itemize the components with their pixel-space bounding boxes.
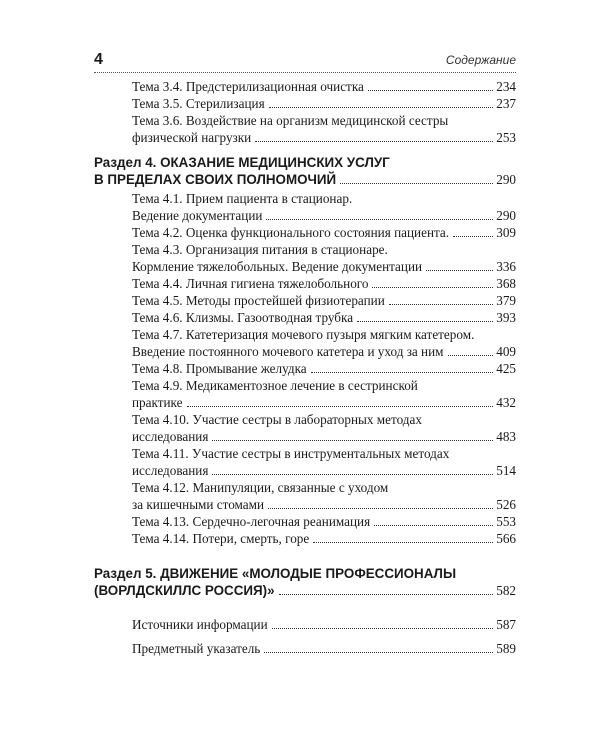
toc-section-5-line1[interactable]: Раздел 5. ДВИЖЕНИЕ «МОЛОДЫЕ ПРОФЕССИОНАЛЫ (94, 566, 457, 581)
toc-entry-page: 514 (496, 463, 516, 478)
leader-dots (187, 405, 494, 407)
leader-dots (255, 140, 493, 142)
toc-entry-page: 483 (496, 429, 516, 444)
toc-entry-page: 526 (496, 497, 516, 512)
toc-entry-page: 290 (496, 208, 516, 223)
toc-entry-title: Тема 4.8. Промывание желудка (132, 361, 307, 376)
toc-entry-page: 409 (496, 344, 516, 359)
leader-dots (426, 269, 493, 271)
toc-entry-page: 432 (496, 395, 516, 410)
leader-dots (212, 439, 493, 441)
toc-section-4-line1[interactable]: Раздел 4. ОКАЗАНИЕ МЕДИЦИНСКИХ УСЛУГ (94, 155, 390, 170)
leader-dots (372, 286, 493, 288)
toc-section-4[interactable] (94, 171, 516, 188)
toc-entry-4-12-line1[interactable]: Тема 4.12. Манипуляции, связанные с уходом (132, 480, 389, 495)
leader-dots (313, 541, 493, 543)
toc-entry-title: Предметный указатель (132, 641, 261, 656)
page-header (94, 50, 516, 73)
toc-entry-page: 582 (496, 583, 516, 598)
toc-entry-4-8[interactable] (132, 360, 516, 377)
toc-entry-title: Тема 4.4. Личная гигиена тяжелобольного (132, 276, 369, 291)
toc-entry-page: 589 (496, 641, 516, 656)
toc-entry-4-4[interactable] (132, 275, 516, 292)
leader-dots (212, 473, 493, 475)
toc-entry-4-10-line1[interactable]: Тема 4.10. Участие сестры в лабораторных методах (132, 412, 422, 427)
toc-entry-3-6-line1[interactable]: Тема 3.6. Воздействие на организм медицинской сестры (132, 113, 449, 128)
toc-entry-4-7[interactable] (132, 343, 516, 360)
toc-entry-sources[interactable] (132, 616, 516, 633)
leader-dots (340, 182, 493, 184)
toc-entry-index[interactable] (132, 640, 516, 657)
leader-dots (268, 507, 493, 509)
toc-entry-title: физической нагрузки (132, 130, 252, 145)
toc-entry-4-11[interactable] (132, 462, 516, 479)
leader-dots (266, 218, 493, 220)
toc-entry-4-12[interactable] (132, 496, 516, 513)
toc-entry-page: 368 (496, 276, 516, 291)
toc-entry-page: 309 (496, 225, 516, 240)
leader-dots (264, 651, 493, 653)
toc-entry-title: Тема 4.5. Методы простейшей физиотерапии (132, 293, 385, 308)
toc-entry-3-6[interactable] (132, 129, 516, 146)
leader-dots (269, 106, 494, 108)
toc-entry-4-5[interactable] (132, 292, 516, 309)
leader-dots (279, 593, 494, 595)
toc-entry-page: 379 (496, 293, 516, 308)
toc-entry-4-2[interactable] (132, 224, 516, 241)
toc-entry-3-4[interactable] (132, 78, 516, 95)
toc-entry-page: 553 (496, 514, 516, 529)
toc-entry-page: 253 (496, 130, 516, 145)
toc-entry-title: Ведение документации (132, 208, 263, 223)
toc-entry-4-10[interactable] (132, 428, 516, 445)
toc-entry-4-6[interactable] (132, 309, 516, 326)
leader-dots (453, 235, 493, 237)
leader-dots (311, 371, 494, 373)
toc-entry-page: 393 (496, 310, 516, 325)
toc-entry-title: за кишечными стомами (132, 497, 265, 512)
toc-section-title: (ВОРЛДСКИЛЛС РОССИЯ)» (94, 583, 275, 598)
toc-entry-4-3-line1[interactable]: Тема 4.3. Организация питания в стационаре. (132, 242, 388, 257)
toc-entry-page: 234 (496, 79, 516, 94)
toc-entry-title: Источники информации (132, 617, 268, 632)
leader-dots (389, 303, 493, 305)
toc-entry-title: Тема 4.2. Оценка функционального состояния пациента. (132, 225, 450, 240)
toc-entry-4-13[interactable] (132, 513, 516, 530)
running-title: Содержание (445, 53, 516, 67)
toc-entry-4-14[interactable] (132, 530, 516, 547)
toc-entry-title: Тема 4.6. Клизмы. Газоотводная трубка (132, 310, 354, 325)
toc-entry-title: Кормление тяжелобольных. Ведение документации (132, 259, 423, 274)
toc-entry-title: исследования (132, 463, 209, 478)
toc-entry-4-11-line1[interactable]: Тема 4.11. Участие сестры в инструментальных методах (132, 446, 450, 461)
toc-entry-title: Введение постоянного мочевого катетера и уход за ним (132, 344, 444, 359)
leader-dots (374, 524, 493, 526)
toc-entry-3-5[interactable] (132, 95, 516, 112)
toc-entry-4-9-line1[interactable]: Тема 4.9. Медикаментозное лечение в сестринской (132, 378, 418, 393)
toc-section-title: В ПРЕДЕЛАХ СВОИХ ПОЛНОМОЧИЙ (94, 172, 337, 187)
toc-entry-page: 336 (496, 259, 516, 274)
toc-entry-4-3[interactable] (132, 258, 516, 275)
toc-entry-title: исследования (132, 429, 209, 444)
leader-dots (272, 627, 494, 629)
leader-dots (357, 320, 493, 322)
toc-entry-4-1[interactable] (132, 207, 516, 224)
toc-section-5[interactable] (94, 582, 516, 599)
toc-entry-page: 587 (496, 617, 516, 632)
toc-entry-title: практике (132, 395, 183, 410)
toc-entry-page: 566 (496, 531, 516, 546)
toc-entry-page: 425 (496, 361, 516, 376)
toc-entry-title: Тема 4.13. Сердечно-легочная реанимация (132, 514, 371, 529)
toc-entry-title: Тема 3.4. Предстерилизационная очистка (132, 79, 364, 94)
toc-entry-title: Тема 3.5. Стерилизация (132, 96, 265, 111)
toc-entry-4-7-line1[interactable]: Тема 4.7. Катетеризация мочевого пузыря мягким катетером. (132, 327, 475, 342)
page-number: 4 (94, 51, 103, 68)
leader-dots (448, 354, 494, 356)
leader-dots (368, 89, 493, 91)
toc-entry-4-1-line1[interactable]: Тема 4.1. Прием пациента в стационар. (132, 191, 353, 206)
toc-entry-page: 237 (496, 96, 516, 111)
toc-entry-page: 290 (496, 172, 516, 187)
toc-entry-4-9[interactable] (132, 394, 516, 411)
toc-entry-title: Тема 4.14. Потери, смерть, горе (132, 531, 310, 546)
